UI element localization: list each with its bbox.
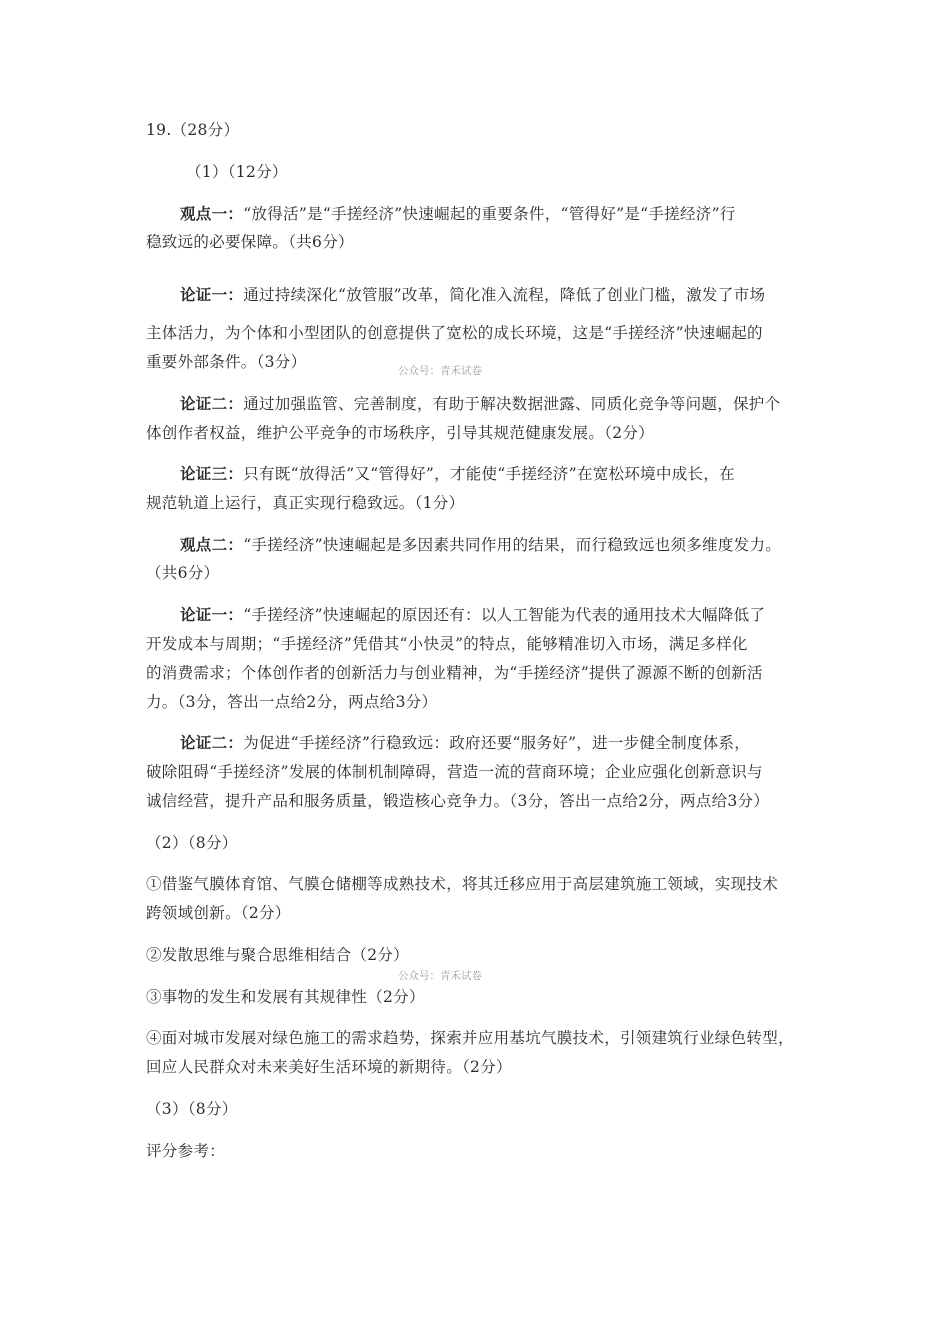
view2-arg1-line1: 论证一：“手搓经济”快速崛起的原因还有：以人工智能为代表的通用技术大幅降低了 [180, 605, 766, 624]
part2-header: （2）（8分） [146, 834, 238, 852]
view2-arg1-line3: 的消费需求；个体创作者的创新活力与创业精神，为“手搓经济”提供了源源不断的创新活 [146, 664, 763, 682]
scoring-reference: 评分参考： [146, 1142, 226, 1160]
part2-item1-line2: 跨领域创新。（2分） [146, 904, 291, 922]
watermark: 公众号：青禾试卷 [398, 970, 482, 982]
view1-line2: 稳致远的必要保障。（共6分） [146, 233, 354, 251]
watermark: 公众号：青禾试卷 [398, 365, 482, 377]
view2-arg2-line3: 诚信经营，提升产品和服务质量，锻造核心竞争力。（3分，答出一点给2分，两点给3分） [146, 792, 770, 810]
question-header: 19.（28分） [146, 121, 240, 139]
view1-arg1-line1: 论证一：通过持续深化“放管服”改革，简化准入流程，降低了创业门槛，激发了市场 [180, 285, 766, 304]
view1-arg3-line1: 论证三：只有既“放得活”又“管得好”，才能使“手搓经济”在宽松环境中成长，在 [180, 464, 735, 483]
part1-header: （1）（12分） [186, 163, 288, 181]
view1-arg2-line1: 论证二：通过加强监管、完善制度，有助于解决数据泄露、同质化竞争等问题，保护个 [180, 394, 781, 413]
view1-arg1-line3: 重要外部条件。（3分） [146, 353, 307, 371]
view2-arg2-line2: 破除阻碍“手搓经济”发展的体制机制障碍，营造一流的营商环境；企业应强化创新意识与 [146, 763, 763, 781]
view1-arg3-line2: 规范轨道上运行，真正实现行稳致远。（1分） [146, 494, 465, 512]
part2-item4-line2: 回应人民群众对未来美好生活环境的新期待。（2分） [146, 1058, 512, 1076]
arg-label: 论证一： [180, 605, 244, 624]
arg-label: 论证一： [180, 285, 244, 304]
view2-arg1-line4: 力。（3分，答出一点给2分，两点给3分） [146, 693, 438, 711]
part2-item1-line1: ①借鉴气膜体育馆、气膜仓储棚等成熟技术，将其迁移应用于高层建筑施工领域，实现技术 [146, 875, 779, 893]
view1-arg2-line2: 体创作者权益，维护公平竞争的市场秩序，引导其规范健康发展。（2分） [146, 424, 655, 442]
view1-line1: 观点一：“放得活”是“手搓经济”快速崛起的重要条件，“管得好”是“手搓经济”行 [180, 204, 736, 223]
part3-header: （3）（8分） [146, 1100, 238, 1118]
part2-item4-line1: ④面对城市发展对绿色施工的需求趋势，探索并应用基坑气膜技术，引领建筑行业绿色转型， [146, 1029, 794, 1047]
view2-arg2-line1: 论证二：为促进“手搓经济”行稳致远：政府还要“服务好”，进一步健全制度体系， [180, 733, 751, 752]
view2-label: 观点二： [180, 535, 244, 554]
arg-label: 论证二： [180, 733, 244, 752]
part2-item3: ③事物的发生和发展有其规律性（2分） [146, 988, 425, 1006]
part2-item2: ②发散思维与聚合思维相结合（2分） [146, 946, 409, 964]
view1-label: 观点一： [180, 204, 244, 223]
view1-arg1-line2: 主体活力，为个体和小型团队的创意提供了宽松的成长环境，这是“手搓经济”快速崛起的 [146, 324, 763, 342]
view2-arg1-line2: 开发成本与周期；“手搓经济”凭借其“小快灵”的特点，能够精准切入市场，满足多样化 [146, 635, 748, 653]
view2-line2: （共6分） [146, 564, 220, 582]
arg-label: 论证三： [180, 464, 244, 483]
view2-line1: 观点二：“手搓经济”快速崛起是多因素共同作用的结果，而行稳致远也须多维度发力。 [180, 535, 782, 554]
arg-label: 论证二： [180, 394, 244, 413]
